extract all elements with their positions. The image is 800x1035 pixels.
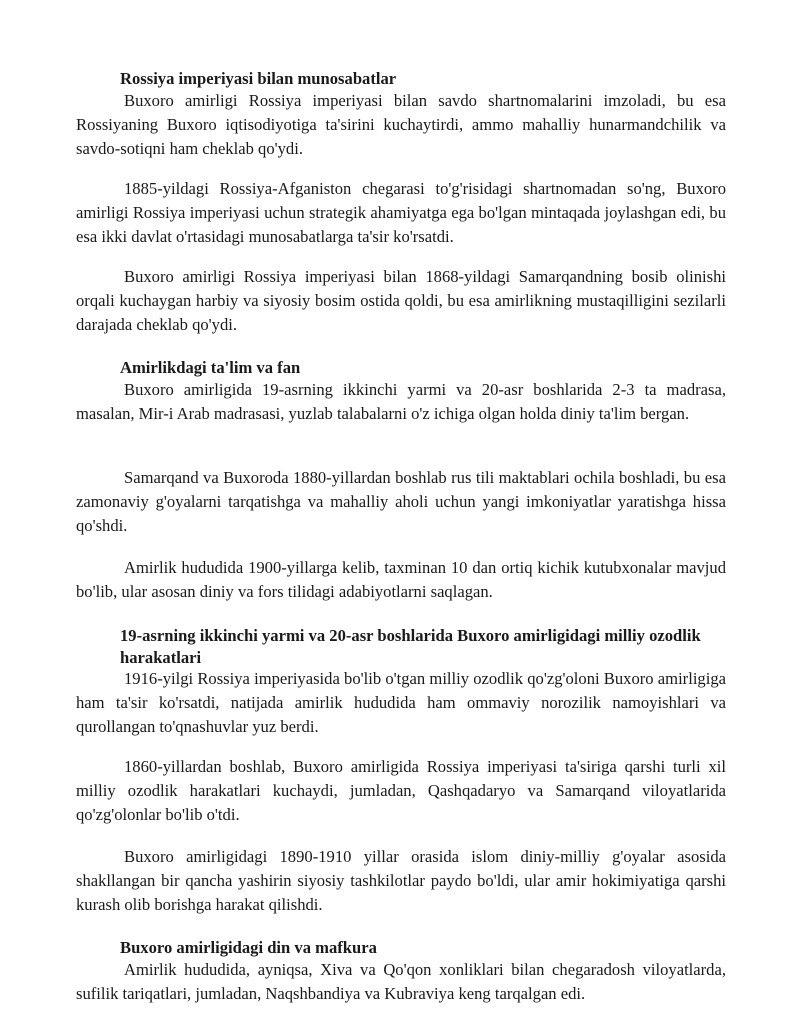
paragraph: 1916-yilgi Rossiya imperiyasida bo'lib o'tgan milliy ozodlik qo'zg'oloni Buxoro amirligiga ham ta'sir ko'rsatdi, natijada amirlik hududida ham ommaviy norozilik namoyishlari va qurollangan to'qnashuvlar yuz berdi. <box>76 669 726 736</box>
paragraph: 1860-yillardan boshlab, Buxoro amirligida Rossiya imperiyasi ta'siriga qarshi turli xil milliy ozodlik harakatlari kuchaydi, jumladan, Qashqadaryo va Samarqand viloyatlarida qo'zg'olonlar bo'lib o'tdi. <box>76 757 726 824</box>
section-heading: Buxoro amirligidagi din va mafkura <box>120 938 377 957</box>
paragraph: Amirlik hududida, ayniqsa, Xiva va Qo'qon xonliklari bilan chegaradosh viloyatlarda, sufilik tariqatlari, jumladan, Naqshbandiya va Kubraviya keng tarqalgan edi. <box>76 960 726 1003</box>
section-heading: 19-asrning ikkinchi yarmi va 20-asr boshlarida Buxoro amirligidagi milliy ozodlik harakatlari <box>120 626 701 667</box>
paragraph: Amirlik hududida 1900-yillarga kelib, taxminan 10 dan ortiq kichik kutubxonalar mavjud bo'lib, ular asosan diniy va fors tilidagi adabiyotlarni saqlagan. <box>76 558 726 601</box>
paragraph: Buxoro amirligida 19-asrning ikkinchi yarmi va 20-asr boshlarida 2-3 ta madrasa, masalan, Mir-i Arab madrasasi, yuzlab talabalarni o'z ichiga olgan holda diniy ta'lim bergan. <box>76 380 726 423</box>
paragraph: 1885-yildagi Rossiya-Afganiston chegarasi to'g'risidagi shartnomadan so'ng, Buxoro amirligi Rossiya imperiyasi uchun strategik ahamiyatga ega bo'lgan mintaqada joylashgan edi, bu esa ikki davlat o'rtasidagi munosabatlarga ta'sir ko'rsatdi. <box>76 179 726 246</box>
section-heading: Amirlikdagi ta'lim va fan <box>120 358 301 377</box>
paragraph: Buxoro amirligi Rossiya imperiyasi bilan 1868-yildagi Samarqandning bosib olinishi orqali kuchaygan harbiy va siyosiy bosim ostida qoldi, bu esa amirlikning mustaqilligini sezilarli darajada cheklab qo'ydi. <box>76 267 726 334</box>
paragraph: Samarqand va Buxoroda 1880-yillardan boshlab rus tili maktablari ochila boshladi, bu esa zamonaviy g'oyalarni tarqatishga va mahalliy aholi uchun yangi imkoniyatlar yaratishga hissa qo'shdi. <box>76 468 726 535</box>
section-heading: Rossiya imperiyasi bilan munosabatlar <box>120 69 397 88</box>
paragraph: Buxoro amirligidagi 1890-1910 yillar orasida islom diniy-milliy g'oyalar asosida shakllangan bir qancha yashirin siyosiy tashkilotlar paydo bo'ldi, ular amir hokimiyatiga qarshi kurash olib borishga harakat qilishdi. <box>76 847 726 914</box>
paragraph: Buxoro amirligi Rossiya imperiyasi bilan savdo shartnomalarini imzoladi, bu esa Rossiyaning Buxoro iqtisodiyotiga ta'sirini kuchaytirdi, ammo mahalliy hunarmandchilik va savdo-sotiqni ham cheklab qo'ydi. <box>76 91 726 158</box>
